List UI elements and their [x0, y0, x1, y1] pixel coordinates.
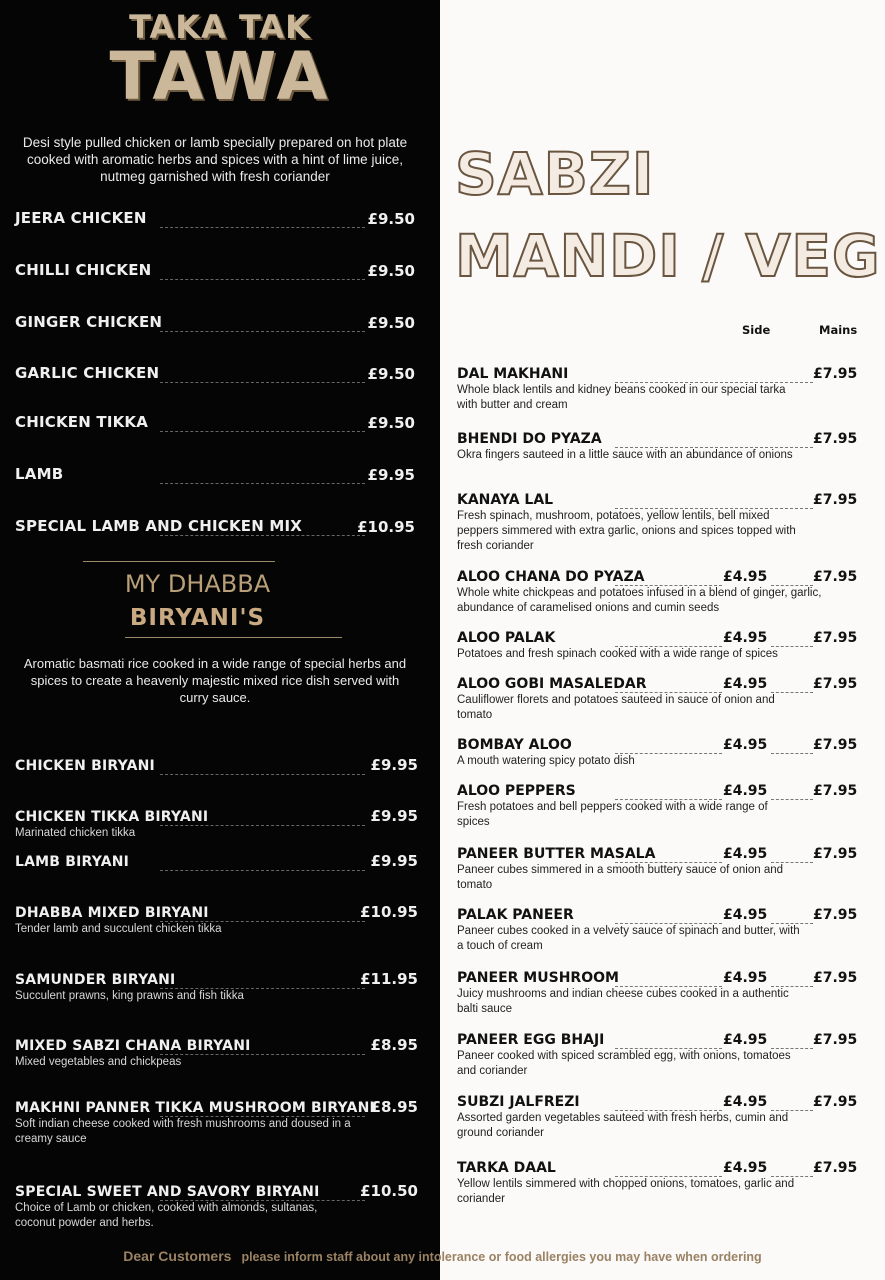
biryani-item-price: £9.95 — [370, 807, 418, 825]
veg-item-desc: Fresh spinach, mushroom, potatoes, yellow lentils, bell mixed peppers simmered with extra garlic, onions and spices topped with fresh coriander — [457, 510, 796, 552]
veg-item-mains-price: £7.95 — [813, 907, 858, 923]
tawa-item-name: GARLIC CHICKEN — [15, 364, 160, 382]
veg-item-desc: Juicy mushrooms and indian cheese cubes cooked in a authentic balti sauce — [457, 988, 789, 1015]
tawa-item-name: JEERA CHICKEN — [15, 209, 147, 227]
veg-item-name: ALOO GOBI MASALEDAR — [457, 676, 647, 692]
biryani-item-price: £10.50 — [360, 1182, 418, 1200]
veg-item-name: PANEER MUSHROOM — [457, 970, 619, 986]
dotted-leader — [160, 774, 365, 775]
biryani-item-name: CHICKEN BIRYANI — [15, 758, 155, 774]
veg-item-desc: A mouth watering spicy potato dish — [457, 755, 635, 767]
biryani-item-desc: Choice of Lamb or chicken, cooked with almonds, sultanas, coconut powder and herbs. — [15, 1202, 318, 1229]
veg-item-name: PALAK PANEER — [457, 907, 574, 923]
veg-item-side-price: £4.95 — [723, 630, 768, 646]
column-header-mains: Mains — [819, 323, 858, 337]
biryani-item-price: £8.95 — [370, 1098, 418, 1116]
biryani-item-desc: Marinated chicken tikka — [15, 827, 136, 839]
biryani-item-price: £9.95 — [370, 852, 418, 870]
tawa-intro: Desi style pulled chicken or lamb specially prepared on hot plate cooked with aromatic herbs and spices with a hint of lime juice, nutmeg garnished with fresh coriander — [22, 135, 408, 184]
veg-item-mains-price: £7.95 — [813, 846, 858, 862]
veg-item-desc: Paneer cubes simmered in a smooth buttery sauce of onion and tomato — [457, 864, 784, 891]
biryani-item-price: £9.95 — [370, 756, 418, 774]
veg-item-name: BHENDI DO PYAZA — [457, 431, 602, 447]
biryani-item-name: LAMB BIRYANI — [15, 854, 130, 870]
veg-item-side-price: £4.95 — [723, 970, 768, 986]
biryani-item-name: MAKHNI PANNER TIKKA MUSHROOM BIRYANI — [15, 1100, 375, 1116]
biryani-item-name: DHABBA MIXED BIRYANI — [15, 905, 209, 921]
veg-item-name: SUBZI JALFREZI — [457, 1094, 580, 1110]
veg-item-side-price: £4.95 — [723, 569, 768, 585]
veg-item-mains-price: £7.95 — [813, 630, 858, 646]
divider — [83, 561, 275, 562]
tawa-item-price: £10.95 — [357, 518, 415, 536]
biryani-heading-line1: MY DHABBA — [124, 570, 271, 598]
biryani-item-name: MIXED SABZI CHANA BIRYANI — [15, 1038, 251, 1054]
biryani-item-price: £8.95 — [370, 1036, 418, 1054]
veg-item-mains-price: £7.95 — [813, 970, 858, 986]
veg-heading-line1: SABZI — [455, 140, 655, 208]
dotted-leader — [160, 331, 365, 332]
veg-item-mains-price: £7.95 — [813, 737, 858, 753]
tawa-item-price: £9.50 — [367, 210, 415, 228]
right-panel — [440, 0, 885, 1280]
allergy-footer — [0, 1248, 885, 1264]
dotted-leader — [160, 870, 365, 871]
veg-item-side-price: £4.95 — [723, 737, 768, 753]
veg-item-side-price: £4.95 — [723, 1032, 768, 1048]
veg-item-name: PANEER BUTTER MASALA — [457, 846, 656, 862]
veg-item-mains-price: £7.95 — [813, 783, 858, 799]
tawa-item-price: £9.50 — [367, 414, 415, 432]
biryani-item-desc: Soft indian cheese cooked with fresh mushrooms and doused in a creamy sauce — [15, 1118, 351, 1145]
veg-item-mains-price: £7.95 — [813, 1032, 858, 1048]
tawa-item-price: £9.50 — [367, 314, 415, 332]
column-header-side: Side — [742, 323, 771, 337]
veg-item-name: ALOO CHANA DO PYAZA — [457, 569, 645, 585]
veg-item-side-price: £4.95 — [723, 783, 768, 799]
biryani-heading-line2: BIRYANI'S — [129, 605, 266, 631]
veg-item-name: ALOO PALAK — [457, 630, 556, 646]
biryani-item-name: SPECIAL SWEET AND SAVORY BIRYANI — [15, 1184, 320, 1200]
veg-item-desc: Whole white chickpeas and potatoes infused in a blend of ginger, garlic, abundance of caramelised onions and cumin seeds — [457, 587, 822, 614]
veg-item-side-price: £4.95 — [723, 907, 768, 923]
tawa-item-price: £9.50 — [367, 262, 415, 280]
veg-item-name: BOMBAY ALOO — [457, 737, 572, 753]
veg-item-desc: Assorted garden vegetables sauteed with fresh herbs, cumin and ground coriander — [457, 1112, 789, 1139]
veg-item-name: PANEER EGG BHAJI — [457, 1032, 605, 1048]
veg-item-desc: Okra fingers sauteed in a little sauce with an abundance of onions — [457, 449, 793, 461]
brand-title-line2: TAWA — [109, 38, 331, 115]
veg-item-mains-price: £7.95 — [813, 676, 858, 692]
veg-item-desc: Cauliflower florets and potatoes sauteed in sauce of onion and tomato — [457, 694, 775, 721]
biryani-item-price: £11.95 — [360, 970, 418, 988]
tawa-item-price: £9.50 — [367, 365, 415, 383]
veg-item-mains-price: £7.95 — [813, 1160, 858, 1176]
veg-item-mains-price: £7.95 — [813, 569, 858, 585]
dotted-leader — [160, 483, 365, 484]
biryani-item-name: SAMUNDER BIRYANI — [15, 972, 176, 988]
veg-item-mains-price: £7.95 — [813, 1094, 858, 1110]
veg-item-desc: Paneer cubes cooked in a velvety sauce of spinach and butter, with a touch of cream — [457, 925, 800, 952]
tawa-item-name: SPECIAL LAMB AND CHICKEN MIX — [15, 517, 303, 535]
biryani-item-desc: Succulent prawns, king prawns and fish tikka — [15, 990, 244, 1002]
left-panel — [0, 0, 440, 1280]
footer-notice: please inform staff about any intolerance or food allergies you may have when ordering — [241, 1250, 762, 1264]
dotted-leader — [160, 431, 365, 432]
veg-item-side-price: £4.95 — [723, 846, 768, 862]
veg-item-desc: Whole black lentils and kidney beans cooked in our special tarka with butter and cream — [457, 384, 786, 411]
dotted-leader — [160, 279, 365, 280]
dotted-leader — [160, 227, 365, 228]
veg-item-name: TARKA DAAL — [457, 1160, 556, 1176]
veg-item-mains-price: £7.95 — [813, 492, 858, 508]
veg-item-desc: Paneer cooked with spiced scrambled egg, with onions, tomatoes and coriander — [457, 1050, 791, 1077]
veg-item-side-price: £4.95 — [723, 1160, 768, 1176]
veg-item-name: DAL MAKHANI — [457, 366, 569, 382]
veg-item-desc: Fresh potatoes and bell peppers cooked with a wide range of spices — [457, 801, 768, 828]
veg-item-desc: Yellow lentils simmered with chopped onions, tomatoes, garlic and coriander — [457, 1178, 795, 1205]
tawa-item-name: LAMB — [15, 465, 64, 483]
dotted-leader — [160, 382, 365, 383]
biryani-item-desc: Tender lamb and succulent chicken tikka — [15, 923, 222, 935]
biryani-item-desc: Mixed vegetables and chickpeas — [15, 1056, 182, 1068]
veg-item-mains-price: £7.95 — [813, 431, 858, 447]
footer-greeting: Dear Customers — [123, 1248, 232, 1264]
veg-item-desc: Potatoes and fresh spinach cooked with a wide range of spices — [457, 648, 778, 660]
divider — [125, 637, 342, 638]
tawa-item-price: £9.95 — [367, 466, 415, 484]
veg-heading-line2: MANDI / VEG — [455, 222, 881, 290]
veg-item-name: KANAYA LAL — [457, 492, 554, 508]
biryani-intro: Aromatic basmati rice cooked in a wide range of special herbs and spices to create a heavenly majestic mixed rice dish served with curry sauce. — [23, 656, 407, 705]
veg-item-side-price: £4.95 — [723, 676, 768, 692]
tawa-item-name: CHICKEN TIKKA — [15, 413, 149, 431]
brand-title-line1: TAKA TAK — [129, 8, 311, 46]
biryani-item-name: CHICKEN TIKKA BIRYANI — [15, 809, 209, 825]
tawa-item-name: CHILLI CHICKEN — [15, 261, 152, 279]
tawa-item-name: GINGER CHICKEN — [15, 313, 163, 331]
dotted-leader — [160, 535, 365, 536]
veg-item-name: ALOO PEPPERS — [457, 783, 576, 799]
veg-item-side-price: £4.95 — [723, 1094, 768, 1110]
biryani-item-price: £10.95 — [360, 903, 418, 921]
veg-item-mains-price: £7.95 — [813, 366, 858, 382]
